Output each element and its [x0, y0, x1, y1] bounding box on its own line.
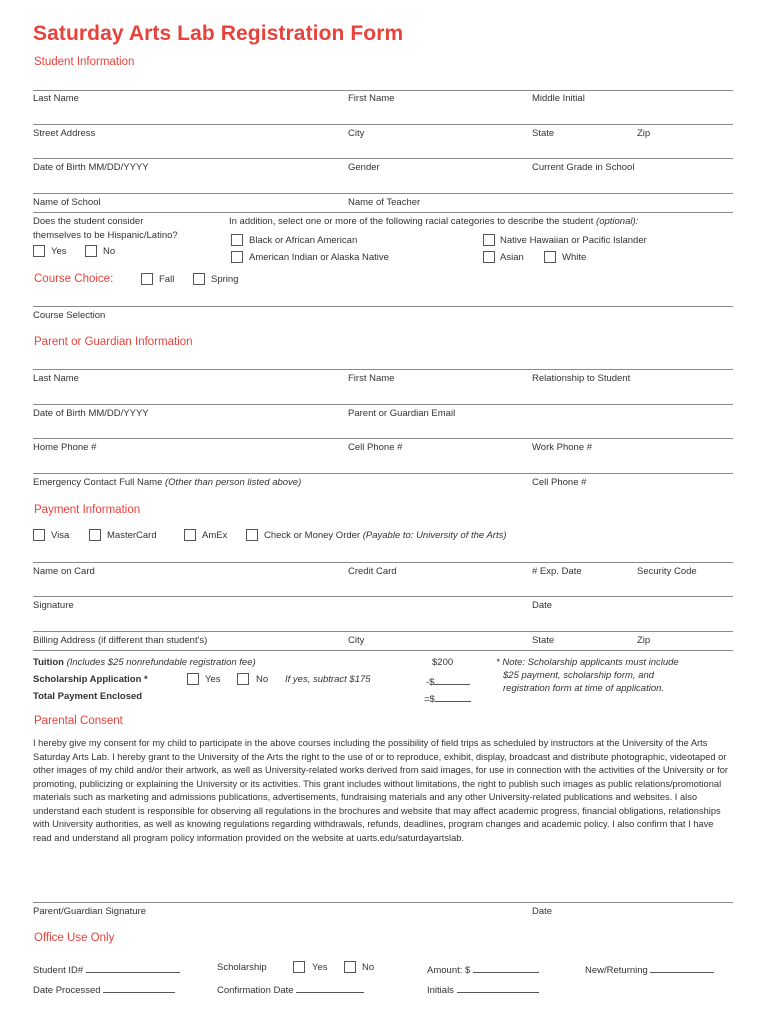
payment-date-field[interactable]: Date: [532, 600, 553, 611]
office-scholarship-no-label: No: [362, 962, 375, 973]
billing-address-field[interactable]: Billing Address (if different than student's): [33, 635, 208, 646]
date-processed-field[interactable]: Date Processed: [33, 982, 175, 996]
divider: [33, 631, 733, 632]
office-use-heading: Office Use Only: [34, 932, 115, 944]
tuition-amount: $200: [432, 657, 454, 668]
race-native-hawaiian-checkbox[interactable]: [483, 234, 495, 246]
billing-state-field[interactable]: State: [532, 635, 555, 646]
scholarship-yes-label: Yes: [205, 674, 221, 685]
fall-checkbox[interactable]: [141, 273, 153, 285]
hispanic-no-checkbox[interactable]: [85, 245, 97, 257]
street-address-field[interactable]: Street Address: [33, 128, 96, 139]
initials-field[interactable]: Initials: [427, 982, 539, 996]
home-phone-field[interactable]: Home Phone #: [33, 442, 97, 453]
exp-date-field[interactable]: # Exp. Date: [532, 566, 582, 577]
race-native-hawaiian-label: Native Hawaiian or Pacific Islander: [500, 235, 647, 246]
amount-field[interactable]: Amount: $: [427, 962, 539, 976]
visa-label: Visa: [51, 530, 70, 541]
total-amount-field[interactable]: =$: [424, 691, 471, 705]
consent-paragraph: I hereby give my consent for my child to participate in the above courses including the possibility of field trips as scheduled by instructors at the University of the Arts Saturday Arts Lab. I hereby grant to the University of the Arts the right to the use of or to reproduce, exhibit, display, broadcast and distribute photographic, videotaped or other images of my child and/or their artwork, as well as University-related works derived from said images, for use in connection with the activities of the University or for promoting, publicizing or explaining the University or its activities. This grant includes without limitations, the right to publish such images as public relations/promotional materials such as marketing and admissions publications, advertisements, fundraising materials and any other University-related publications and websites. I also understand each student is responsible for observing all regulations in the brochures and website that may affect academic progress, financial obligations, relationships with University authorities, as well as knowing regulations regarding withdrawals, refunds, deadlines, program changes and academic policy. I also confirm that I have read and understand all program policy information provided on the website at uarts.edu/saturdayartslab.: [33, 738, 728, 843]
divider: [33, 562, 733, 563]
form-title: Saturday Arts Lab Registration Form: [33, 22, 404, 45]
guardian-email-field[interactable]: Parent or Guardian Email: [348, 408, 456, 419]
divider: [33, 404, 733, 405]
scholarship-no-label: No: [256, 674, 269, 685]
gender-field[interactable]: Gender: [348, 162, 380, 173]
emergency-cell-field[interactable]: Cell Phone #: [532, 477, 587, 488]
student-first-name-field[interactable]: First Name: [348, 93, 395, 104]
mastercard-checkbox[interactable]: [89, 529, 101, 541]
race-black-label: Black or African American: [249, 235, 358, 246]
scholarship-no-checkbox[interactable]: [237, 673, 249, 685]
student-middle-initial-field[interactable]: Middle Initial: [532, 93, 585, 104]
amex-checkbox[interactable]: [184, 529, 196, 541]
guardian-dob-field[interactable]: Date of Birth MM/DD/YYYY: [33, 408, 149, 419]
hispanic-no-label: No: [103, 246, 116, 257]
divider: [33, 902, 733, 903]
spring-checkbox[interactable]: [193, 273, 205, 285]
guardian-last-name-field[interactable]: Last Name: [33, 373, 79, 384]
office-scholarship-yes-label: Yes: [312, 962, 328, 973]
emergency-contact-field[interactable]: Emergency Contact Full Name (Other than person listed above): [33, 477, 302, 488]
name-on-card-field[interactable]: Name on Card: [33, 566, 95, 577]
student-last-name-field[interactable]: Last Name: [33, 93, 79, 104]
scholarship-footnote-line2: $25 payment, scholarship form, and: [503, 670, 655, 681]
student-info-heading: Student Information: [34, 56, 135, 68]
security-code-field[interactable]: Security Code: [637, 566, 697, 577]
course-selection-field[interactable]: Course Selection: [33, 310, 106, 321]
grade-field[interactable]: Current Grade in School: [532, 162, 635, 173]
divider: [33, 158, 733, 159]
new-returning-field[interactable]: New/Returning: [585, 962, 714, 976]
hispanic-yes-label: Yes: [51, 246, 67, 257]
work-phone-field[interactable]: Work Phone #: [532, 442, 593, 453]
course-choice-heading: Course Choice:: [34, 273, 114, 285]
parental-consent-heading: Parental Consent: [34, 715, 123, 727]
divider: [33, 193, 733, 194]
relationship-field[interactable]: Relationship to Student: [532, 373, 631, 384]
scholarship-amount-field[interactable]: -$: [426, 674, 470, 688]
guardian-info-heading: Parent or Guardian Information: [34, 336, 193, 348]
teacher-field[interactable]: Name of Teacher: [348, 197, 421, 208]
check-label: Check or Money Order (Payable to: University of the Arts): [264, 530, 507, 541]
payment-info-heading: Payment Information: [34, 504, 141, 516]
divider: [33, 473, 733, 474]
consent-date-field[interactable]: Date: [532, 906, 553, 917]
divider: [33, 212, 733, 213]
mastercard-label: MasterCard: [107, 530, 157, 541]
divider: [33, 124, 733, 125]
hispanic-yes-checkbox[interactable]: [33, 245, 45, 257]
race-white-checkbox[interactable]: [544, 251, 556, 263]
divider: [33, 90, 733, 91]
cell-phone-field[interactable]: Cell Phone #: [348, 442, 403, 453]
total-payment-label: Total Payment Enclosed: [33, 691, 143, 702]
office-scholarship-no-checkbox[interactable]: [344, 961, 356, 973]
zip-field[interactable]: Zip: [637, 128, 651, 139]
amex-label: AmEx: [202, 530, 228, 541]
scholarship-note: If yes, subtract $175: [285, 674, 371, 685]
state-field[interactable]: State: [532, 128, 555, 139]
race-asian-checkbox[interactable]: [483, 251, 495, 263]
tuition-row: Tuition (Includes $25 nonrefundable registration fee): [33, 657, 256, 668]
divider: [33, 650, 733, 651]
divider: [33, 369, 733, 370]
city-field[interactable]: City: [348, 128, 365, 139]
guardian-signature-field[interactable]: Parent/Guardian Signature: [33, 906, 147, 917]
scholarship-footnote-line3: registration form at time of application.: [503, 683, 665, 694]
check-checkbox[interactable]: [246, 529, 258, 541]
student-dob-field[interactable]: Date of Birth MM/DD/YYYY: [33, 162, 149, 173]
spring-label: Spring: [211, 274, 239, 285]
scholarship-footnote-line1: * Note: Scholarship applicants must include: [496, 657, 679, 668]
billing-zip-field[interactable]: Zip: [637, 635, 651, 646]
credit-card-field[interactable]: Credit Card: [348, 566, 397, 577]
school-field[interactable]: Name of School: [33, 197, 101, 208]
divider: [33, 438, 733, 439]
billing-city-field[interactable]: City: [348, 635, 365, 646]
racial-intro: In addition, select one or more of the following racial categories to describe the student (optional):: [229, 216, 639, 227]
office-scholarship-label: Scholarship: [217, 962, 267, 973]
race-white-label: White: [562, 252, 587, 263]
visa-checkbox[interactable]: [33, 529, 45, 541]
race-asian-label: Asian: [500, 252, 524, 263]
hispanic-question-line1: Does the student consider: [33, 216, 144, 227]
office-scholarship-yes-checkbox[interactable]: [293, 961, 305, 973]
divider: [33, 596, 733, 597]
divider: [33, 306, 733, 307]
fall-label: Fall: [159, 274, 175, 285]
scholarship-label: Scholarship Application *: [33, 674, 148, 685]
confirmation-date-field[interactable]: Confirmation Date: [217, 982, 364, 996]
guardian-first-name-field[interactable]: First Name: [348, 373, 395, 384]
race-american-indian-checkbox[interactable]: [231, 251, 243, 263]
student-id-field[interactable]: Student ID#: [33, 962, 180, 976]
race-american-indian-label: American Indian or Alaska Native: [249, 252, 389, 263]
signature-field[interactable]: Signature: [33, 600, 74, 611]
hispanic-question-line2: themselves to be Hispanic/Latino?: [33, 230, 178, 241]
scholarship-yes-checkbox[interactable]: [187, 673, 199, 685]
race-black-checkbox[interactable]: [231, 234, 243, 246]
